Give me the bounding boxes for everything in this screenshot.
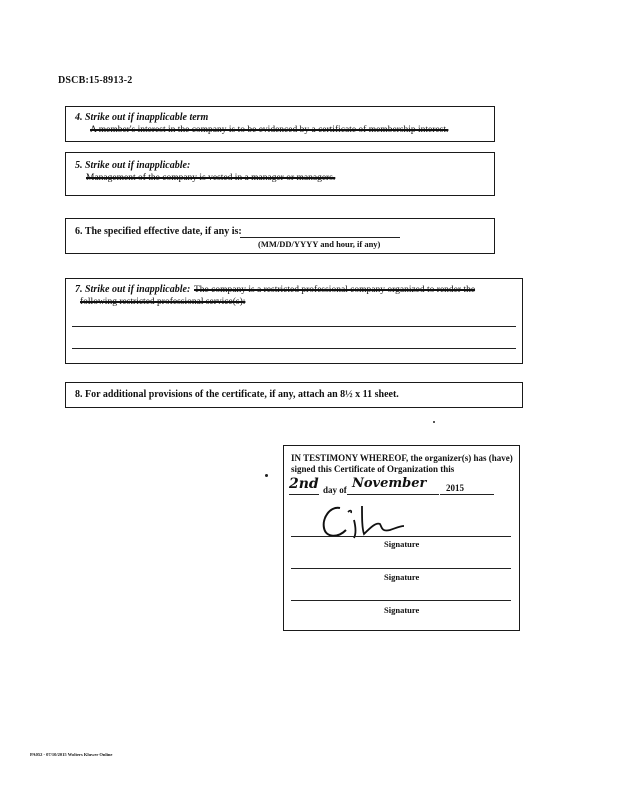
day-of-label: day of: [323, 485, 347, 495]
footer-text: PA052 - 07/10/2015 Wolters Kluwer Online: [30, 752, 113, 757]
section-7-line-1: [72, 326, 516, 327]
section-8-text: 8. For additional provisions of the certificate, if any, attach an 8½ x 11 sheet.: [75, 389, 399, 400]
year-line: [440, 494, 494, 495]
section-6-note: (MM/DD/YYYY and hour, if any): [258, 239, 381, 249]
section-4-heading: 4. Strike out if inapplicable term: [75, 112, 209, 123]
section-6-text: 6. The specified effective date, if any is:: [75, 226, 242, 237]
section-5-struck-text: Management of the company is vested in a manager or managers.: [86, 173, 336, 183]
document-id: DSCB:15-8913-2: [58, 75, 133, 86]
month-line: [347, 494, 439, 495]
day-handwritten: 2nd: [289, 476, 319, 492]
signature-label-3: Signature: [384, 605, 420, 615]
day-line: [289, 494, 319, 495]
stray-mark: [433, 421, 435, 423]
signature-line-1: [291, 536, 511, 537]
signature-label-2: Signature: [384, 572, 420, 582]
section-7-struck-line-2: following restricted professional service(s):: [80, 297, 246, 307]
month-handwritten: November: [352, 476, 427, 491]
section-7-line-2: [72, 348, 516, 349]
signature-line-2: [291, 568, 511, 569]
signature-label-1: Signature: [384, 539, 420, 549]
section-7-heading: 7. Strike out if inapplicable:: [75, 284, 191, 295]
testimony-line-1: IN TESTIMONY WHEREOF, the organizer(s) has (have): [291, 453, 513, 463]
section-5-heading: 5. Strike out if inapplicable:: [75, 160, 191, 171]
signature-line-3: [291, 600, 511, 601]
section-7-struck-line-1: The company is a restricted professional company organized to render the: [194, 285, 476, 295]
testimony-line-2: signed this Certificate of Organization this: [291, 464, 455, 474]
stray-mark: [265, 474, 268, 477]
section-4-struck-text: A member's interest in the company is to be evidenced by a certificate of membership interest.: [90, 125, 449, 135]
year-text: 2015: [446, 483, 464, 493]
